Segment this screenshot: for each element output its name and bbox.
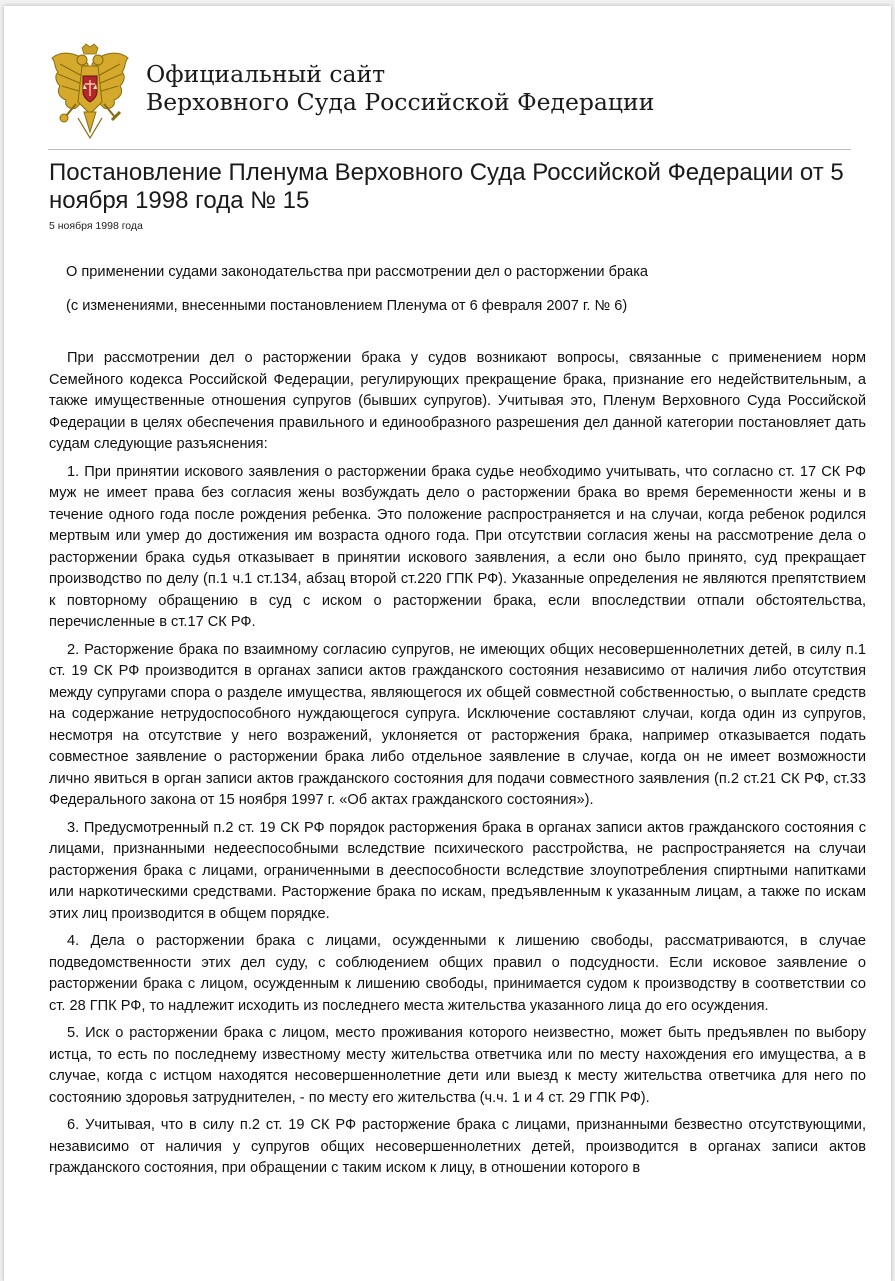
document-date: 5 ноября 1998 года [49,220,143,232]
site-title[interactable] [146,60,654,116]
site-title-line1: Официальный сайт [146,60,386,88]
document-page [4,6,891,1281]
paragraph-5: 5. Иск о расторжении брака с лицом, место проживания которого неизвестно, может быть предъявлен по выбору истца, то есть по последнему известному месту жительства ответчика или по месту нахождения его имущества, а в случае, когда с истцом находятся несовершеннолетние дети или выезд к месту жительства ответчика для него по состоянию здоровья затруднителен, - по месту его жительства (ч.ч. 1 и 4 ст. 29 ГПК РФ). [49,1025,866,1106]
site-header [48,42,848,142]
paragraph-preamble: При рассмотрении дел о расторжении брака у судов возникают вопросы, связанные с применением норм Семейного кодекса Российской Федерации, регулирующих прекращение брака, признание его недействительным, а также имущественные отношения супругов (бывших супругов). Учитывая это, Пленум Верховного Суда Российской Федерации в целях обеспечения правильного и единообразного разрешения дел данной категории постановляет дать судам следующие разъяснения: [49,350,866,452]
header-divider [48,149,851,150]
paragraph-6: 6. Учитывая, что в силу п.2 ст. 19 СК РФ расторжение брака с лицами, признанными безвестно отсутствующими, независимо от наличия у супругов общих несовершеннолетних детей, производится в органах записи актов гражданского состояния, при обращении с таким иском к лицу, в отношении которого в [49,1117,866,1176]
document-body [49,348,866,1186]
paragraph-2: 2. Расторжение брака по взаимному согласию супругов, не имеющих общих несовершеннолетних детей, в силу п.1 ст. 19 СК РФ производится в органах записи актов гражданского состояния независимо от наличия либо отсутствия между супругами спора о разделе имущества, являющегося их общей совместной собственностью, о выплате средств на содержание нетрудоспособного нуждающегося супруга. Исключение составляют случаи, когда один из супругов, несмотря на отсутствие у него возражений, уклоняется от расторжения брака, например отказывается подать совместное заявление о расторжении брака либо отдельное заявление в случае, когда он не имеет возможности лично явиться в орган записи актов гражданского состояния для подачи совместного заявления (п.2 ст.21 СК РФ, ст.33 Федерального закона от 15 ноября 1997 г. «Об актах гражданского состояния»). [49,641,866,808]
document-amendments: (с изменениями, внесенными постановлением Пленума от 6 февраля 2007 г. № 6) [66,298,628,314]
court-emblem-icon [48,42,132,142]
site-title-line2: Верховного Суда Российской Федерации [146,88,655,116]
paragraph-4: 4. Дела о расторжении брака с лицами, осужденными к лишению свободы, рассматриваются, в случае подведомственности этих дел суду, с соблюдением общих правил о подсудности. Если исковое заявление о расторжении брака с лицом, осужденным к лишению свободы, принимается судом к производству в соответствии со ст. 28 ГПК РФ, то надлежит исходить из последнего места жительства указанного лица до его осуждения. [49,933,866,1014]
paragraph-3: 3. Предусмотренный п.2 ст. 19 СК РФ порядок расторжения брака в органах записи актов гражданского состояния с лицами, признанными недееспособными вследствие психического расстройства, не распространяется на случаи расторжения брака с лицами, ограниченными в дееспособности вследствие злоупотребления спиртными напитками или наркотическими средствами. Расторжение брака по искам, предъявленным к указанным лицам, а также по искам этих лиц производится в общем порядке. [49,819,866,922]
page-title: Постановление Пленума Верховного Суда Российской Федерации от 5 ноября 1998 года № 15 [49,159,844,214]
paragraph-1: 1. При принятии искового заявления о расторжении брака судье необходимо учитывать, что согласно ст. 17 СК РФ муж не имеет права без согласия жены возбуждать дело о расторжении брака во время беременности жены и в течение одного года после рождения ребенка. Это положение распространяется и на случаи, когда ребенок родился мертвым или умер до достижения им возраста одного года. При отсутствии согласия жены на рассмотрение дела о расторжении брака судья отказывает в принятии искового заявления, а если оно было принято, суд прекращает производство по делу (п.1 ч.1 ст.134, абзац второй ст.220 ГПК РФ). Указанные определения не являются препятствием к повторному обращению в суд с иском о расторжении брака, если впоследствии отпали обстоятельства, перечисленные в ст.17 СК РФ. [49,463,866,630]
document-subject: О применении судами законодательства при рассмотрении дел о расторжении брака [66,264,649,280]
